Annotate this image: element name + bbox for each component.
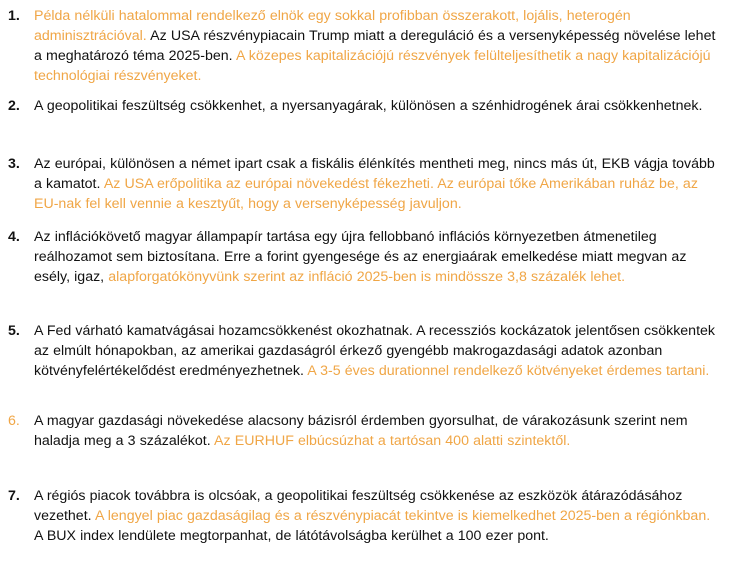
plain-text: A BUX index lendülete megtorpanhat, de látótávolságba kerülhet a 100 ezer pont.	[34, 528, 549, 544]
item-text	[34, 96, 722, 116]
list-item-6	[8, 411, 722, 451]
highlighted-text: A 3-5 éves durationnel rendelkező kötvényeket érdemes tartani.	[307, 363, 710, 379]
plain-text: A geopolitikai feszültség csökkenhet, a nyersanyagárak, különösen a szénhidrogének árai csökkenhetnek.	[34, 98, 703, 114]
highlighted-text: A közepes kapitalizációjú részvények felülteljesíthetik a nagy kapitalizációjú technológiai részvényeket.	[34, 48, 711, 84]
highlighted-text: alapforgatókönyvünk szerint az infláció 2025-ben is mindössze 3,8 százalék lehet.	[108, 269, 626, 285]
list-item-4	[8, 227, 722, 287]
highlighted-text: A lengyel piac gazdaságilag és a részvénypiacát tekintve is kiemelkedhet 2025-ben a régiónkban.	[94, 508, 711, 524]
item-number: 3.	[8, 156, 20, 172]
item-text	[34, 486, 722, 546]
plain-text: Az USA részvénypiacain Trump miatt a dereguláció és a versenyképesség növelése lehet a meghatározó téma 2025-ben.	[34, 28, 716, 64]
item-text	[34, 321, 722, 381]
list-item-1	[8, 6, 722, 86]
plain-text: A régiós piacok továbbra is olcsóak, a geopolitikai feszültség csökkenése az eszközök átárazódásához vezethet.	[34, 488, 683, 524]
list-item-5	[8, 321, 722, 381]
item-text	[34, 411, 722, 451]
highlighted-text: Példa nélküli hatalommal rendelkező elnök egy sokkal profibban összerakott, lojális, heterogén adminisztrációval.	[34, 8, 631, 44]
item-number: 7.	[8, 488, 20, 504]
list-item-2	[8, 96, 722, 116]
list-item-7	[8, 486, 722, 546]
highlighted-text: Az USA erőpolitika az európai növekedést fékezheti. Az európai tőke Amerikában ruház be, az EU-nak fel kell vennie a kesztyűt, hogy a versenyképesség javuljon.	[34, 176, 698, 212]
item-number: 4.	[8, 229, 20, 245]
item-text	[34, 227, 722, 287]
item-number: 1.	[8, 8, 20, 24]
plain-text: Az európai, különösen a német ipart csak a fiskális élénkítés mentheti meg, nincs más út, EKB vágja tovább a kamatot.	[34, 156, 715, 192]
item-text	[34, 154, 722, 214]
highlighted-text: Az EURHUF elbúcsúzhat a tartósan 400 alatti szintektől.	[214, 433, 571, 449]
item-number: 6.	[8, 413, 20, 429]
item-number: 2.	[8, 98, 20, 114]
item-text	[34, 6, 722, 86]
plain-text: Az inflációkövető magyar állampapír tartása egy újra fellobbanó inflációs környezetben átmenetileg reálhozamot sem biztosítana. Erre a forint gyengesége és az energiaárak emelkedése miatt megvan az esély, igaz,	[34, 229, 687, 285]
plain-text: A magyar gazdasági növekedése alacsony bázisról érdemben gyorsulhat, de várakozásunk szerint nem haladja meg a 3 százalékot.	[34, 413, 688, 449]
item-number: 5.	[8, 323, 20, 339]
list-item-3	[8, 154, 722, 214]
plain-text: A Fed várható kamatvágásai hozamcsökkenést okozhatnak. A recessziós kockázatok jelentősen csökkentek az elmúlt hónapokban, az amerikai gazdaságról érkező gyengébb makrogazdasági adatok azonban kötvényfelértékelődést eredményezhetnek.	[34, 323, 716, 379]
